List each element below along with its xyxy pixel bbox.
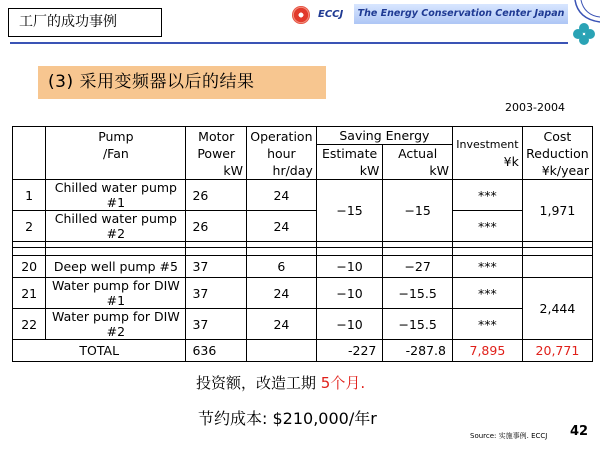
row-investment: ***: [452, 256, 522, 278]
header-investment: [452, 127, 522, 180]
header-power-label: Power: [197, 145, 236, 161]
row-no: 21: [13, 278, 46, 309]
row-hours: 24: [246, 278, 316, 309]
row-actual: −15.5: [383, 278, 453, 309]
summary-savings: 节约成本: $210,000/年r: [198, 409, 377, 428]
header-pump-label: Pump: [98, 128, 134, 144]
header-motor-label: Motor: [198, 128, 235, 144]
row-power: 37: [186, 309, 247, 340]
source-note: Source: 实施事例. ECCJ: [470, 432, 548, 440]
group-a-cost: 1,971: [522, 180, 592, 242]
header-cost-unit: ¥k/year: [541, 162, 589, 178]
row-investment: ***: [452, 309, 522, 340]
header-pump: [46, 127, 186, 180]
eccj-logo-icon: [292, 6, 310, 24]
row-investment: ***: [452, 211, 522, 242]
row-name: Chilled water pump #1: [46, 180, 186, 211]
header-actual-unit: kW: [429, 163, 449, 178]
row-power: 37: [186, 278, 247, 309]
header-reduction-label: Reduction: [526, 145, 589, 161]
total-hours-empty: [246, 340, 316, 362]
row-cost-empty: [522, 256, 592, 278]
header-divider: [10, 42, 568, 44]
row-power: 26: [186, 180, 247, 211]
header-row-1: [13, 127, 593, 145]
total-label: TOTAL: [13, 340, 186, 362]
row-estimate: −10: [316, 309, 383, 340]
header-estimate: [316, 145, 383, 180]
period-label: 2003-2004: [505, 101, 565, 114]
row-actual: −27: [383, 256, 453, 278]
header-motor-unit: kW: [223, 162, 243, 178]
group-a-actual: −15: [383, 180, 453, 242]
category-label: 工厂的成功事例: [8, 8, 162, 37]
table-row: [13, 278, 593, 309]
table-row: [13, 180, 593, 211]
group-a-estimate: −15: [316, 180, 383, 242]
header-operation: [246, 127, 316, 180]
row-name: Deep well pump #5: [46, 256, 186, 278]
results-table: [12, 126, 593, 362]
header-cost: [522, 127, 592, 180]
row-hours: 24: [246, 180, 316, 211]
row-name: Water pump for DIW #2: [46, 309, 186, 340]
header-estimate-label: Estimate: [321, 146, 378, 161]
header-saving-energy: Saving Energy: [316, 127, 452, 145]
row-no: 2: [13, 211, 46, 242]
header-actual: [383, 145, 453, 180]
row-estimate: −10: [316, 256, 383, 278]
header-investment-unit: ¥k: [503, 154, 519, 169]
total-actual: -287.8: [383, 340, 453, 362]
row-hours: 24: [246, 309, 316, 340]
row-actual: −15.5: [383, 309, 453, 340]
slide-header: [0, 0, 600, 45]
header-no: [13, 127, 46, 180]
table-row: [13, 256, 593, 278]
table-row: [13, 211, 593, 242]
row-name: Chilled water pump #2: [46, 211, 186, 242]
header-hour-label: hour: [267, 145, 296, 161]
row-power: 26: [186, 211, 247, 242]
group-b-cost: 2,444: [522, 278, 592, 340]
row-hours: 24: [246, 211, 316, 242]
row-estimate: −10: [316, 278, 383, 309]
clover-icon: [572, 22, 596, 46]
total-investment: 7,895: [452, 340, 522, 362]
row-no: 20: [13, 256, 46, 278]
total-row: [13, 340, 593, 362]
header-actual-label: Actual: [398, 146, 438, 161]
row-investment: ***: [452, 180, 522, 211]
page-number: 42: [570, 424, 589, 439]
row-power: 37: [186, 256, 247, 278]
table-row: [13, 309, 593, 340]
summary-period-highlight: 5个月: [320, 374, 361, 392]
total-estimate: -227: [316, 340, 383, 362]
header-fan-label: /Fan: [102, 145, 129, 161]
org-banner: The Energy Conservation Center Japan: [354, 4, 568, 24]
logo-text: ECCJ: [318, 9, 344, 20]
header-estimate-unit: kW: [359, 163, 380, 178]
row-investment: ***: [452, 278, 522, 309]
header-operation-label: Operation: [250, 128, 313, 144]
summary-period-suffix: .: [360, 374, 366, 392]
row-hours: 6: [246, 256, 316, 278]
header-investment-label: Investment: [456, 138, 519, 151]
header-cost-label: Cost: [543, 128, 572, 144]
gap-row: [13, 248, 593, 256]
row-no: 1: [13, 180, 46, 211]
summary-investment-text: 投资额，改造工期: [196, 374, 317, 392]
total-power: 636: [186, 340, 247, 362]
header-operation-unit: hr/day: [272, 162, 313, 178]
row-name: Water pump for DIW #1: [46, 278, 186, 309]
summary-investment: [196, 372, 365, 393]
header-motor: [186, 127, 247, 180]
row-no: 22: [13, 309, 46, 340]
total-cost: 20,771: [522, 340, 592, 362]
section-title: (3) 采用变频器以后的结果: [38, 66, 326, 99]
